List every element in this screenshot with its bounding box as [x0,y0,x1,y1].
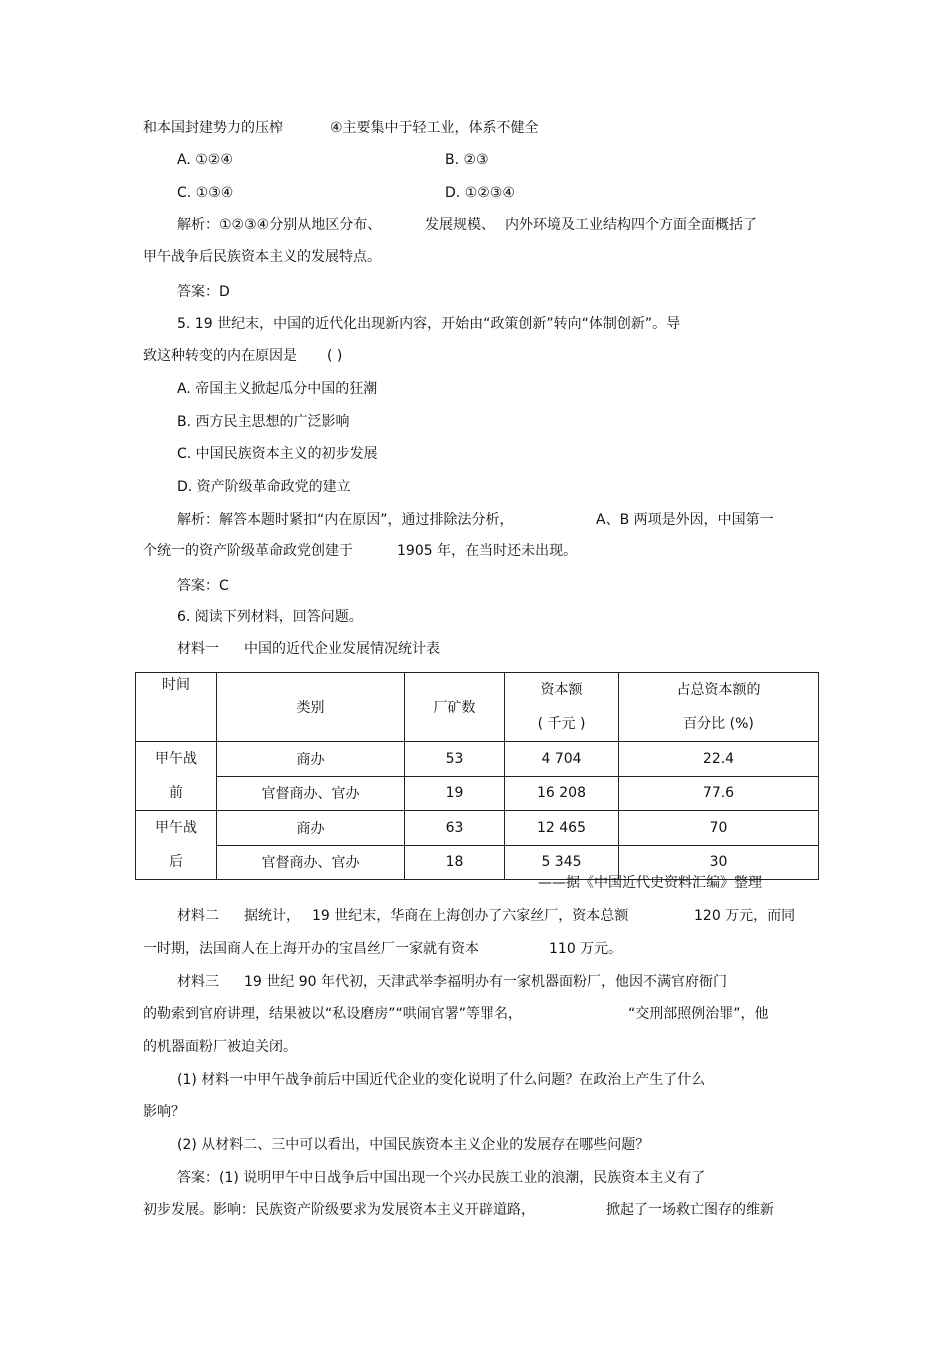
table-row [136,811,819,846]
cell-factories: 63 [405,811,505,846]
period-before-war: 甲午战 前 [136,742,217,811]
q5-choice-a: A. 帝国主义掀起瓜分中国的狂潮 [177,381,378,397]
cell-share: 77.6 [619,776,819,811]
q4-explanation-1b: 发展规模、 [425,217,495,233]
q5-choice-b: B. 西方民主思想的广泛影响 [177,414,350,430]
cell-category: 官督商办、官办 [217,776,405,811]
cell-factories: 53 [405,742,505,777]
sub-question-1-line-2: 影响？ [143,1104,185,1120]
q5-explanation-1: 解析：解答本题时紧扣“内在原因”，通过排除法分析， [177,512,514,528]
material-3-text-2b: “交刑部照例治罪”，他 [628,1006,769,1022]
q6-stem: 6. 阅读下列材料，回答问题。 [177,609,363,625]
cell-share: 70 [619,811,819,846]
header-period: 时间 [136,673,217,742]
header-share: 占总资本额的 百分比 (%) [619,673,819,742]
cell-capital: 12 465 [505,811,619,846]
table-row [136,776,819,811]
sub-question-2: (2) 从材料二、三中可以看出，中国民族资本主义企业的发展存在哪些问题？ [177,1137,650,1153]
material-2-text-1: 据统计， [244,908,300,924]
q5-explanation-2b: 1905 年，在当时还未出现。 [397,543,578,559]
material-2-text-2b: 110 万元。 [549,941,623,957]
q4-option-4: ④主要集中于轻工业，体系不健全 [330,120,539,136]
q5-choice-d: D. 资产阶级革命政党的建立 [177,479,351,495]
q4-choice-d: D. ①②③④ [445,185,515,201]
material-2-text-1d: 120 万元，而同 [694,908,796,924]
cell-category: 商办 [217,811,405,846]
q4-choice-b: B. ②③ [445,152,489,168]
enterprise-statistics-table [135,672,819,880]
material-3-text-3: 的机器面粉厂被迫关闭。 [143,1039,297,1055]
q5-explanation-2: 个统一的资产阶级革命政党创建于 [143,543,353,559]
answer-line-1: 答案：(1) 说明甲午中日战争后中国出现一个兴办民族工业的浪潮，民族资本主义有了 [177,1170,706,1186]
answer-line-2b: 掀起了一场救亡图存的维新 [606,1202,774,1218]
q4-options-tail: 和本国封建势力的压榨 [143,120,283,136]
material-3-label: 材料三 [177,974,219,990]
answer-line-2: 初步发展。影响：民族资产阶级要求为发展资本主义开辟道路， [143,1202,535,1218]
q4-choice-a: A. ①②④ [177,152,233,168]
material-2-text-1c: 19 世纪末，华商在上海创办了六家丝厂，资本总额 [312,908,629,924]
cell-share: 22.4 [619,742,819,777]
cell-capital: 4 704 [505,742,619,777]
q4-explanation-2: 甲午战争后民族资本主义的发展特点。 [143,249,381,265]
table-source: ——据《中国近代史资料汇编》整理 [538,875,762,891]
cell-capital: 16 208 [505,776,619,811]
header-capital: 资本额 ( 千元 ) [505,673,619,742]
q5-choice-c: C. 中国民族资本主义的初步发展 [177,446,378,462]
material-1-label: 材料一 [177,641,219,657]
cell-category: 官督商办、官办 [217,845,405,880]
cell-share: 30 [619,845,819,880]
cell-factories: 18 [405,845,505,880]
q5-blank: ( ) [327,348,343,364]
q4-explanation-1c: 内外环境及工业结构四个方面全面概括了 [505,217,757,233]
material-3-text-2: 的勒索到官府讲理，结果被以“私设磨房”“哄闹官署”等罪名， [143,1006,523,1022]
sub-question-1-line-1: (1) 材料一中甲午战争前后中国近代企业的变化说明了什么问题？在政治上产生了什么 [177,1072,706,1088]
material-2-text-2: 一时期，法国商人在上海开办的宝昌丝厂一家就有资本 [143,941,479,957]
q4-choice-c: C. ①③④ [177,185,234,201]
table-header-row [136,673,819,742]
cell-factories: 19 [405,776,505,811]
cell-category: 商办 [217,742,405,777]
cell-capital: 5 345 [505,845,619,880]
material-1-title: 中国的近代企业发展情况统计表 [244,641,440,657]
period-after-war: 甲午战 后 [136,811,217,880]
q4-explanation-1: 解析：①②③④分别从地区分布、 [177,217,382,233]
header-category: 类别 [217,673,405,742]
q5-stem-1: 5. 19 世纪末，中国的近代化出现新内容，开始由“政策创新”转向“体制创新”。导 [177,316,681,332]
q5-explanation-1b: A、B 两项是外因，中国第一 [596,512,774,528]
q4-answer: 答案：D [177,284,230,300]
material-3-text-1: 19 世纪 90 年代初，天津武举李福明办有一家机器面粉厂，他因不满官府衙门 [244,974,727,990]
q5-stem-2: 致这种转变的内在原因是 [143,348,297,364]
material-2-label: 材料二 [177,908,219,924]
table-row [136,742,819,777]
q5-answer: 答案：C [177,578,229,594]
header-factories: 厂矿数 [405,673,505,742]
